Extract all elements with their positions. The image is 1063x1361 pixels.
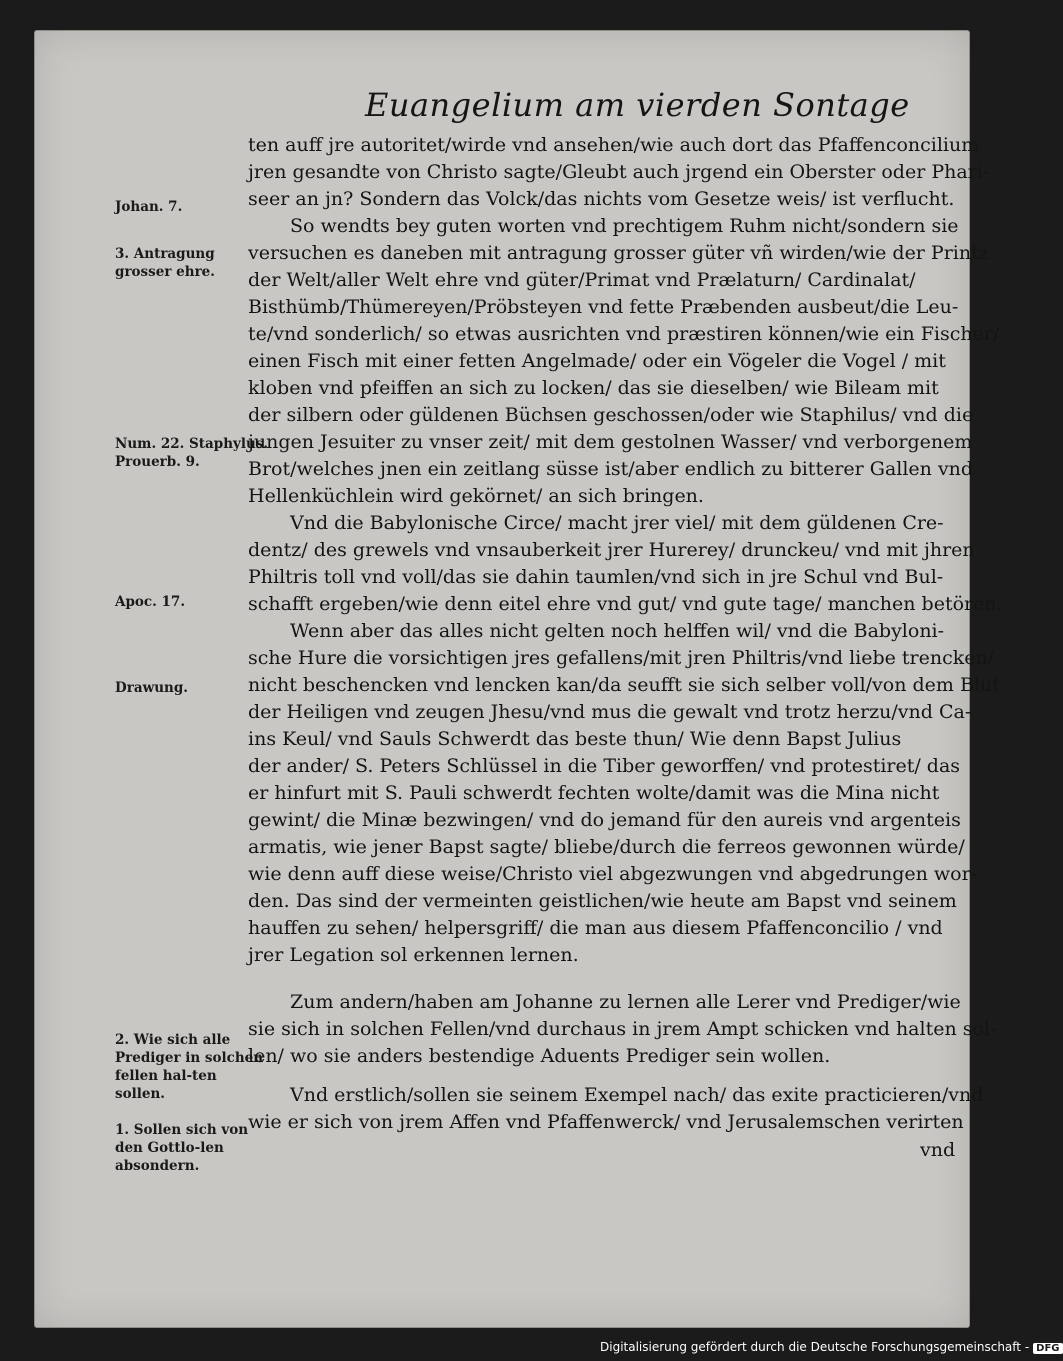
text-line: seer an jn? Sondern das Volck/das nichts vom Gesetze weis/ ist verflucht. [248, 188, 955, 210]
running-header: Euangelium am vierden Sontage [365, 86, 910, 124]
margin-note: 1. Sollen sich von den Gottlo-len absondern. [115, 1122, 249, 1174]
text-line: wie denn auff diese weise/Christo viel abgezwungen vnd abgedrungen wor- [248, 863, 978, 885]
text-line: gewint/ die Minæ bezwingen/ vnd do jemand für den aureis vnd argenteis [248, 809, 961, 831]
text-line: der Welt/aller Welt ehre vnd güter/Primat vnd Prælaturn/ Cardinalat/ [248, 269, 916, 291]
text-line: ins Keul/ vnd Sauls Schwerdt das beste thun/ Wie denn Bapst Julius [248, 728, 902, 750]
text-line: armatis, wie jener Bapst sagte/ bliebe/durch die ferreos gewonnen würde/ [248, 836, 965, 858]
text-line: schafft ergeben/wie denn eitel ehre vnd gut/ vnd gute tage/ manchen betören. [248, 593, 1003, 615]
text-line: Brot/welches jnen ein zeitlang süsse ist/aber endlich zu bitterer Gallen vnd [248, 458, 974, 480]
margin-note: 3. Antragung grosser ehre. [115, 246, 215, 280]
text-line: einen Fisch mit einer fetten Angelmade/ oder ein Vögeler die Vogel / mit [248, 350, 946, 372]
text-line: den. Das sind der vermeinten geistlichen/wie heute am Bapst vnd seinem [248, 890, 957, 912]
text-line: So wendts bey guten worten vnd prechtigem Ruhm nicht/sondern sie [290, 215, 959, 237]
text-line: Zum andern/haben am Johanne zu lernen alle Lerer vnd Prediger/wie [290, 991, 961, 1013]
text-line: Vnd erstlich/sollen sie seinem Exempel nach/ das exite practicieren/vnd [290, 1084, 984, 1106]
text-line: Vnd die Babylonische Circe/ macht jrer viel/ mit dem güldenen Cre- [290, 512, 944, 534]
text-line: Philtris toll vnd voll/das sie dahin taumlen/vnd sich in jre Schul vnd Bul- [248, 566, 944, 588]
margin-note: Num. 22. Staphylus. Prouerb. 9. [115, 436, 269, 470]
margin-note: Drawung. [115, 680, 188, 696]
text-line: wie er sich von jrem Affen vnd Pfaffenwerck/ vnd Jerusalemschen verirten [248, 1111, 964, 1133]
text-line: dentz/ des grewels vnd vnsauberkeit jrer Hurerey/ drunckeu/ vnd mit jhren [248, 539, 975, 561]
catchword: vnd [920, 1139, 956, 1161]
footer-text: Digitalisierung gefördert durch die Deutsche Forschungsgemeinschaft - [600, 1340, 1030, 1354]
text-line: te/vnd sonderlich/ so etwas ausrichten vnd præstiren können/wie ein Fischer/ [248, 323, 1000, 345]
text-line: Wenn aber das alles nicht gelten noch helffen wil/ vnd die Babyloni- [290, 620, 945, 642]
text-line: sie sich in solchen Fellen/vnd durchaus in jrem Ampt schicken vnd halten sol- [248, 1018, 997, 1040]
dfg-logo: DFG [1033, 1343, 1062, 1354]
text-line: nicht beschencken vnd lencken kan/da seufft sie sich selber voll/von dem Blut [248, 674, 1000, 696]
text-line: jrer Legation sol erkennen lernen. [248, 944, 579, 966]
text-line: jren gesandte von Christo sagte/Gleubt auch jrgend ein Oberster oder Phari- [248, 161, 990, 183]
text-line: versuchen es daneben mit antragung grosser güter vñ wirden/wie der Printz [248, 242, 989, 264]
text-line: der Heiligen vnd zeugen Jhesu/vnd mus die gewalt vnd trotz herzu/vnd Ca- [248, 701, 972, 723]
text-line: der ander/ S. Peters Schlüssel in die Tiber geworffen/ vnd protestiret/ das [248, 755, 961, 777]
margin-note: 2. Wie sich alle Prediger in solchen fellen hal-ten sollen. [115, 1032, 264, 1102]
text-line: ten auff jre autoritet/wirde vnd ansehen/wie auch dort das Pfaffenconcilium [248, 134, 980, 156]
text-line: hauffen zu sehen/ helpersgriff/ die man aus diesem Pfaffenconcilio / vnd [248, 917, 943, 939]
text-line: jungen Jesuiter zu vnser zeit/ mit dem gestolnen Wasser/ vnd verborgenem [248, 431, 973, 453]
text-line: sche Hure die vorsichtigen jres gefallens/mit jren Philtris/vnd liebe trencken/ [248, 647, 995, 669]
margin-note: Johan. 7. [115, 199, 183, 215]
text-line: kloben vnd pfeiffen an sich zu locken/ das sie dieselben/ wie Bileam mit [248, 377, 939, 399]
margin-note: Apoc. 17. [115, 594, 186, 610]
text-line: er hinfurt mit S. Pauli schwerdt fechten wolte/damit was die Mina nicht [248, 782, 940, 804]
text-line: Hellenküchlein wird gekörnet/ an sich bringen. [248, 485, 704, 507]
text-line: len/ wo sie anders bestendige Aduents Prediger sein wollen. [248, 1045, 831, 1067]
text-line: der silbern oder güldenen Büchsen geschossen/oder wie Staphilus/ vnd die [248, 404, 974, 426]
footer-credit [600, 1340, 1063, 1354]
text-line: Bisthümb/Thümereyen/Pröbsteyen vnd fette Præbenden ausbeut/die Leu- [248, 296, 959, 318]
book-page [34, 30, 1003, 1328]
